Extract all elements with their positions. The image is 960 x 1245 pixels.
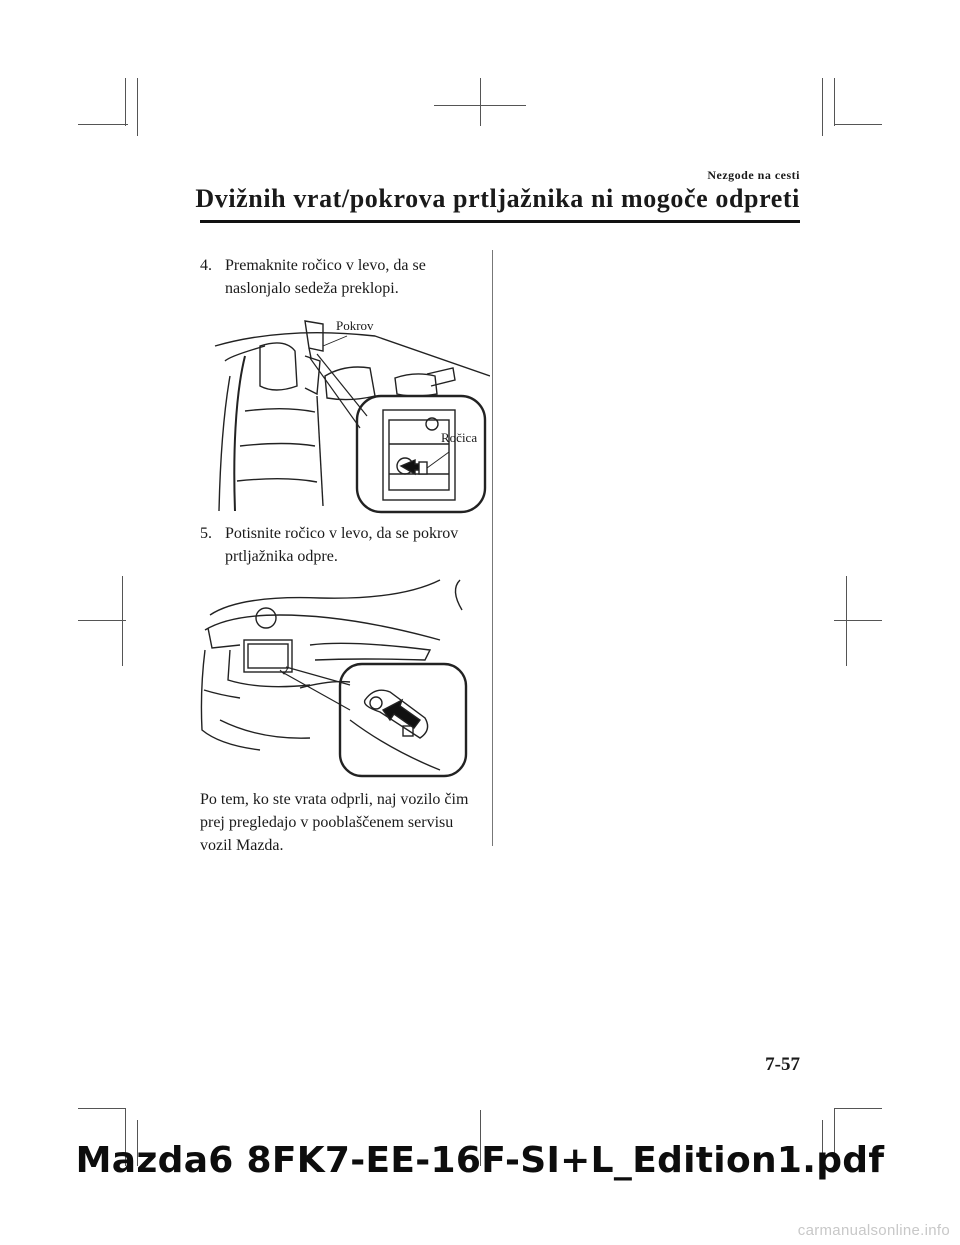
watermark: carmanualsonline.info: [797, 1222, 950, 1239]
page-number: 7-57: [765, 1054, 800, 1075]
callout-lever: Ročica: [441, 430, 478, 445]
step-number: 5.: [200, 525, 212, 542]
title-rule: [200, 220, 800, 223]
step-text: Premaknite ročico v levo, da se naslonjalo sedeža preklopi.: [225, 257, 426, 297]
step-text: Potisnite ročico v levo, da se pokrov prtljažnika odpre.: [225, 525, 459, 565]
step-number: 4.: [200, 257, 212, 274]
seat-release-illustration: [205, 316, 490, 516]
step-5: [200, 522, 485, 568]
column-divider: [492, 250, 493, 846]
step-4: [200, 254, 485, 300]
section-title: Dvižnih vrat/pokrova prtljažnika ni mogoče odpreti: [195, 184, 800, 213]
callout-cover: Pokrov: [336, 318, 374, 333]
trunk-release-illustration: [200, 570, 470, 780]
running-head: Nezgode na cesti: [707, 168, 800, 182]
footer-filename: Mazda6 8FK7-EE-16F-SI+L_Edition1.pdf: [75, 1140, 885, 1181]
closing-paragraph: Po tem, ko ste vrata odprli, naj vozilo čim prej pregledajo v pooblaščenem servisu vozil Mazda.: [200, 791, 469, 854]
